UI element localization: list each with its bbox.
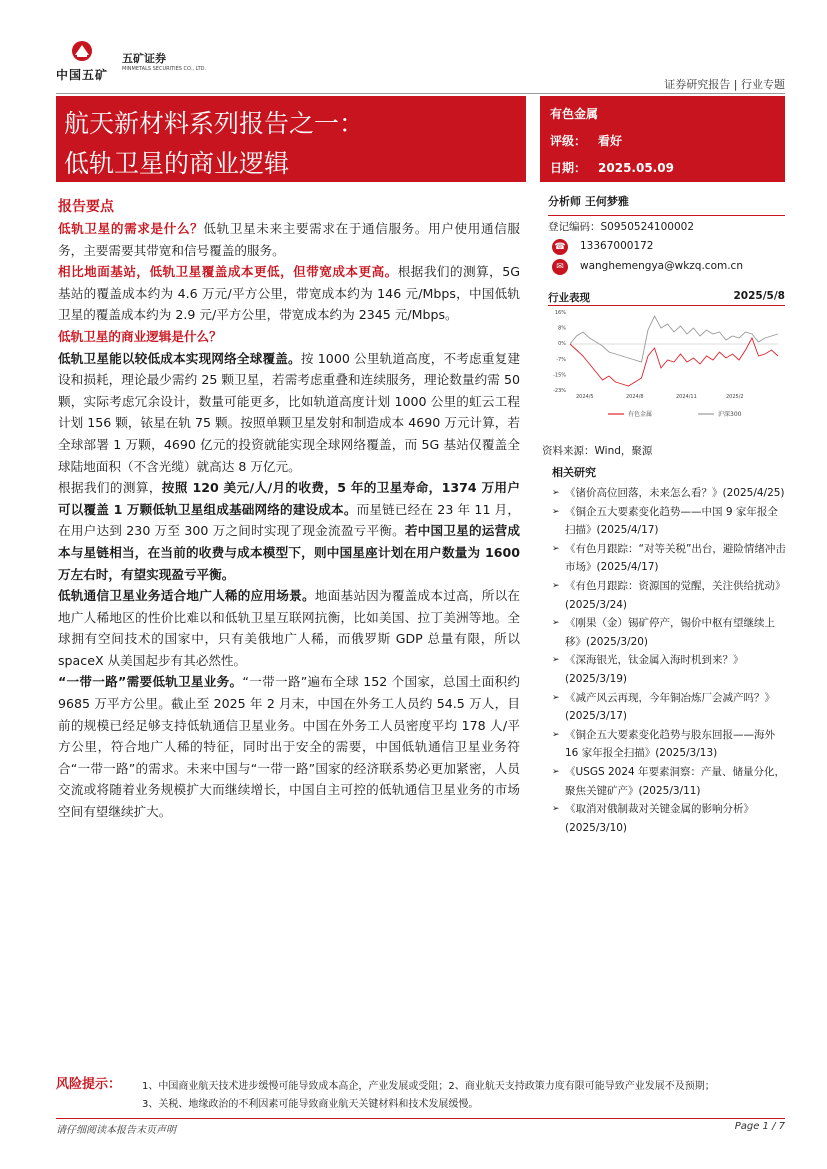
brand-subtitle: MINMETALS SECURITIES CO., LTD. — [122, 66, 207, 72]
summary-body — [58, 218, 520, 823]
x-tick-label: 2024/5 — [576, 394, 594, 400]
related-item[interactable] — [552, 726, 786, 763]
related-item[interactable] — [552, 651, 786, 688]
key-point: 相比地面基站，低轨卫星覆盖成本更低，但带宽成本更高。 — [58, 264, 398, 280]
paragraph-text: 低轨卫星未来主要需求在于通信服务。用户使用通信服务，主要需要其带宽和信号覆盖的服务。 — [58, 221, 521, 258]
related-item[interactable] — [552, 484, 786, 503]
related-item[interactable] — [552, 614, 786, 651]
minmetals-logo-icon — [70, 40, 94, 62]
paragraph — [58, 261, 520, 326]
footer-disclaimer: 请仔细阅读本报告末页声明 — [56, 1125, 176, 1136]
related-heading: 相关研究 — [552, 466, 596, 479]
analyst-email-row — [548, 257, 785, 281]
legend-label: 有色金属 — [628, 411, 653, 418]
paragraph-text: 根据我们的测算， — [58, 480, 162, 496]
y-tick-label: -7% — [556, 356, 566, 363]
paragraph-text: 按 1000 公里轨道高度，不考虑重复建设和损耗，理论最少需约 25 颗卫星，若需考虑重叠和连续服务，理论数量约需 50 颗，实际考虑冗余设计，数量可能更多，比如轨道高度计划 1000 公里的虹云工程计划 156 颗，铱星在轨 75 颗。按照单颗卫星发射和制造成本 4690 万元计算，若全球部署 1 万颗，4690 亿元的投资就能实现全球网络覆盖，而 5G 基站仅覆盖全球陆地面积（不含光缆）就高达 8 万亿元。 — [58, 350, 520, 474]
related-item[interactable] — [552, 800, 786, 837]
title-line-2: 低轨卫星的商业逻辑 — [64, 149, 290, 178]
arrow-bullet-icon: ➢ — [552, 692, 560, 703]
rating-label: 评级： — [550, 134, 587, 148]
related-item-title: 《刚果（金）锡矿停产，锡价中枢有望继续上移》(2025/3/20) — [565, 617, 775, 648]
y-tick-label: 0% — [558, 341, 566, 348]
paragraph — [58, 326, 520, 348]
related-item-title: 《铜企五大要素变化趋势与股东回报——海外 16 家年报全扫描》(2025/3/13) — [565, 728, 775, 760]
paragraph — [58, 477, 520, 585]
phone-icon: ☎ — [552, 239, 568, 255]
related-item[interactable] — [552, 577, 786, 614]
related-item-title: 《减产风云再现，今年铜冶炼厂会减产吗？》(2025/3/17) — [565, 691, 775, 723]
performance-title: 行业表现 — [548, 292, 590, 304]
arrow-bullet-icon: ➢ — [552, 766, 560, 777]
x-tick-label: 2024/11 — [676, 394, 697, 400]
legend-label: 沪深300 — [718, 411, 742, 418]
performance-date: 2025/5/8 — [733, 290, 785, 302]
arrow-bullet-icon: ➢ — [552, 488, 560, 498]
related-item-title: 《锗价高位回落，未来怎么看？》(2025/4/25) — [565, 487, 785, 499]
arrow-bullet-icon: ➢ — [552, 729, 560, 740]
related-item-title: 《有色月跟踪：“对等关税”出台，避险情绪冲击市场》(2025/4/17) — [565, 542, 786, 574]
paragraph — [58, 218, 520, 261]
question-heading: 低轨卫星的需求是什么？ — [58, 221, 204, 236]
question-heading: 低轨卫星的商业逻辑是什么？ — [58, 328, 222, 344]
arrow-bullet-icon: ➢ — [552, 506, 560, 517]
paragraph-text: 而星链已经在 23 年 11 月，在用户达到 230 万至 300 万之间时实现了现金流盈亏平衡。 — [58, 501, 520, 539]
key-point: 按照 120 美元/人/月的收费，5 年的卫星寿命，1374 万用户可以覆盖 1 万颗低轨卫星组成基础网络的建设成本。 — [58, 480, 521, 517]
arrow-bullet-icon: ➢ — [552, 655, 560, 666]
related-item-title: 《USGS 2024 年要素洞察：产量、储量分化，聚焦关键矿产》(2025/3/11) — [565, 765, 786, 797]
related-item-title: 《深海银光，钛金属入海时机到来？》(2025/3/19) — [565, 654, 744, 685]
analyst-info — [548, 193, 785, 272]
footer-divider — [56, 1118, 785, 1119]
related-item-title: 《取消对俄制裁对关键金属的影响分析》(2025/3/10) — [565, 803, 754, 834]
header-divider — [56, 93, 785, 94]
key-point: “一带一路”需要低轨卫星业务。 — [58, 674, 243, 690]
related-research-list — [552, 484, 786, 837]
risk-line-1: 1、中国商业航天技术进步缓慢可能导致成本高企，产业发展或受阻；2、商业航天支持政策力度有限可能导致产业发展不及预期； — [142, 1081, 715, 1092]
arrow-bullet-icon: ➢ — [552, 618, 560, 629]
email-icon: ✉ — [552, 259, 568, 275]
company-name-cn: 中国五矿 — [56, 68, 109, 82]
paragraph-text: 地面基站因为覆盖成本过高，所以在地广人稀地区的性价比难以和低轨卫星互联网抗衡，比如美国、拉丁美洲等地。全球拥有空间技术的国家中，只有美俄地广人稀，而俄罗斯 GDP 总量有限，所以 spaceX 从美国起步有其必然性。 — [58, 588, 521, 668]
paragraph-text: “一带一路”遍布全球 152 个国家，总国土面积约 9685 万平方公里。截止至 2025 年 2 月末，中国在外务工人员约 54.5 万人，目前的规模已经足够支持低轨通信卫星业务。中国在外务工人员密度平均 178 人/平方公里，符合地广人稀的特征，同时出于安全的需要，中国低轨通信卫星业务符合“一带一路”的需求。未来中国与“一带一路”国家的经济联系势必更加紧密，人员交流或将随着业务规模扩大而继续增长，中国自主可控的低轨通信卫星业务的市场空间有望继续扩大。 — [58, 674, 520, 820]
industry-performance-chart — [548, 308, 785, 426]
brand-name: 五矿证券 — [122, 52, 166, 65]
chart-source: 资料来源：Wind，聚源 — [542, 445, 653, 457]
analyst-divider — [548, 215, 785, 216]
y-tick-label: -23% — [553, 388, 566, 394]
analyst-phone: 13367000172 — [580, 240, 654, 252]
title-line-1: 航天新材料系列报告之一： — [64, 109, 365, 138]
risk-line-2: 3、关税、地缘政治的不利因素可能导致商业航天关键材料和技术发展缓慢。 — [142, 1099, 479, 1110]
analyst-name: 分析师 王何梦雅 — [548, 195, 629, 208]
paragraph — [58, 348, 520, 478]
related-item-title: 《有色月跟踪：资源国的觉醒，关注供给扰动》(2025/3/24) — [565, 579, 786, 611]
industry-label: 有色金属 — [550, 107, 599, 121]
analyst-registration: 登记编码：S0950524100002 — [548, 221, 695, 233]
rating-panel — [540, 96, 785, 182]
paragraph — [58, 671, 520, 822]
related-item-title: 《铜企五大要素变化趋势——中国 9 家年报全扫描》(2025/4/17) — [565, 505, 778, 537]
title-banner — [56, 96, 526, 182]
y-tick-label: 16% — [554, 310, 566, 316]
arrow-bullet-icon: ➢ — [552, 580, 560, 591]
page-number: Page 1 / 7 — [734, 1121, 785, 1132]
related-item[interactable] — [552, 689, 786, 726]
x-tick-label: 2025/2 — [726, 394, 744, 400]
related-item[interactable] — [552, 540, 786, 577]
date-row — [550, 159, 674, 176]
related-item[interactable] — [552, 763, 786, 800]
analyst-email[interactable]: wanghemengya@wkzq.com.cn — [580, 260, 743, 272]
date-value: 2025.05.09 — [598, 161, 674, 175]
key-point: 低轨通信卫星业务适合地广人稀的应用场景。 — [58, 588, 315, 604]
y-tick-label: -15% — [553, 372, 566, 379]
series-line-csi300 — [570, 316, 778, 362]
report-type: 证券研究报告 | 行业专题 — [664, 78, 785, 91]
paragraph — [58, 585, 520, 671]
key-point: 若中国卫星的运营成本与星链相当，在当前的收费与成本模型下，则中国星座计划在用户数量为 1600 万左右时，有望实现盈亏平衡。 — [58, 523, 520, 582]
rating-value: 看好 — [598, 134, 623, 148]
performance-heading — [548, 290, 785, 305]
key-point: 低轨卫星能以较低成本实现网络全球覆盖。 — [58, 350, 301, 366]
paragraph-text: 根据我们的测算，5G 基站的覆盖成本约为 4.6 万元/平方公里，带宽成本约为 146 元/Mbps，中国低轨卫星的覆盖成本约为 2.9 元/平方公里，带宽成本约为 2345 元/Mbps。 — [58, 264, 520, 323]
arrow-bullet-icon: ➢ — [552, 543, 560, 554]
x-tick-label: 2024/8 — [626, 394, 644, 400]
date-label: 日期： — [550, 161, 587, 175]
arrow-bullet-icon: ➢ — [552, 804, 560, 815]
performance-divider — [548, 305, 785, 306]
rating-row — [550, 132, 622, 149]
related-item[interactable] — [552, 503, 786, 540]
section-heading: 报告要点 — [58, 199, 114, 215]
company-logo — [56, 40, 206, 86]
y-tick-label: 8% — [558, 325, 566, 332]
risk-label: 风险提示： — [56, 1077, 122, 1092]
